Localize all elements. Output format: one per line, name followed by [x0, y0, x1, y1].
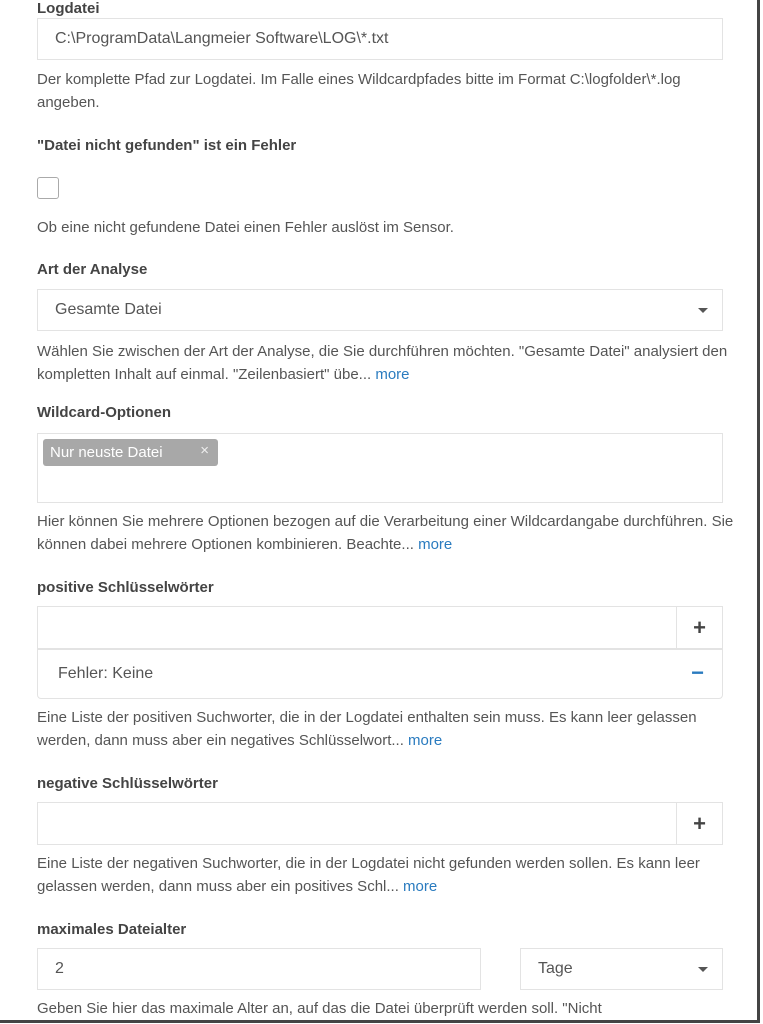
analysis-value: Gesamte Datei [55, 301, 162, 318]
logfile-input[interactable]: C:\ProgramData\Langmeier Software\LOG\*.txt [37, 18, 723, 60]
chevron-down-icon [698, 308, 708, 313]
positive-input[interactable] [38, 607, 676, 648]
logfile-label: Logdatei [37, 0, 100, 17]
positive-help-text: Eine Liste der positiven Suchworter, die in der Logdatei enthalten sein muss. Es kann leer gelassen werden, dann muss aber ein negatives Schlüsselwort... [37, 709, 697, 749]
maxage-input[interactable]: 2 [37, 948, 481, 990]
notfound-help: Ob eine nicht gefundene Datei einen Fehler auslöst im Sensor. [37, 219, 454, 236]
analysis-help [37, 341, 737, 386]
negative-label: negative Schlüsselwörter [37, 775, 218, 792]
analysis-help-text: Wählen Sie zwischen der Art der Analyse, die Sie durchführen möchten. "Gesamte Datei" analysiert den kompletten Inhalt auf einmal. "Zeilenbasiert" übe... [37, 343, 728, 383]
positive-help [37, 707, 737, 752]
notfound-checkbox[interactable] [37, 177, 59, 199]
remove-icon[interactable]: − [691, 660, 704, 685]
notfound-label: "Datei nicht gefunden" ist ein Fehler [37, 137, 297, 154]
negative-help [37, 853, 737, 898]
wildcard-help-text: Hier können Sie mehrere Optionen bezogen auf die Verarbeitung einer Wildcardangabe durchführen. Sie können dabei mehrere Optionen kombinieren. Beachte... [37, 513, 734, 553]
chevron-down-icon [698, 967, 708, 972]
logfile-help: Der komplette Pfad zur Logdatei. Im Falle eines Wildcardpfades bitte im Format C:\logfolder\*.log angeben. [37, 71, 681, 111]
analysis-label: Art der Analyse [37, 261, 148, 278]
add-negative-button[interactable]: + [676, 803, 722, 844]
add-positive-button[interactable]: + [676, 607, 722, 648]
analysis-select[interactable] [37, 289, 723, 331]
tag-chip [43, 439, 218, 466]
negative-help-text: Eine Liste der negativen Suchworter, die in der Logdatei nicht gefunden werden sollen. Es kann leer gelassen werden, dann muss aber ein positives Schl... [37, 855, 700, 895]
maxage-help: Geben Sie hier das maximale Alter an, auf das die Datei überprüft werden soll. "Nicht [37, 1000, 602, 1017]
wildcard-label: Wildcard-Optionen [37, 404, 172, 421]
more-link[interactable]: more [408, 731, 443, 749]
positive-label: positive Schlüsselwörter [37, 579, 214, 596]
negative-input-group [37, 802, 723, 845]
more-link[interactable]: more [418, 535, 453, 553]
tag-label: Nur neuste Datei [50, 444, 163, 461]
list-item [37, 649, 723, 699]
wildcard-multiselect[interactable] [37, 433, 723, 503]
wildcard-help [37, 511, 737, 556]
more-link[interactable]: more [375, 365, 410, 383]
positive-input-group [37, 606, 723, 649]
list-item-label: Fehler: Keine [58, 665, 154, 682]
negative-input[interactable] [38, 803, 676, 844]
maxage-unit-value: Tage [538, 960, 573, 977]
maxage-label: maximales Dateialter [37, 921, 187, 938]
maxage-unit-select[interactable] [520, 948, 723, 990]
close-icon[interactable]: × [200, 442, 209, 459]
more-link[interactable]: more [403, 877, 438, 895]
